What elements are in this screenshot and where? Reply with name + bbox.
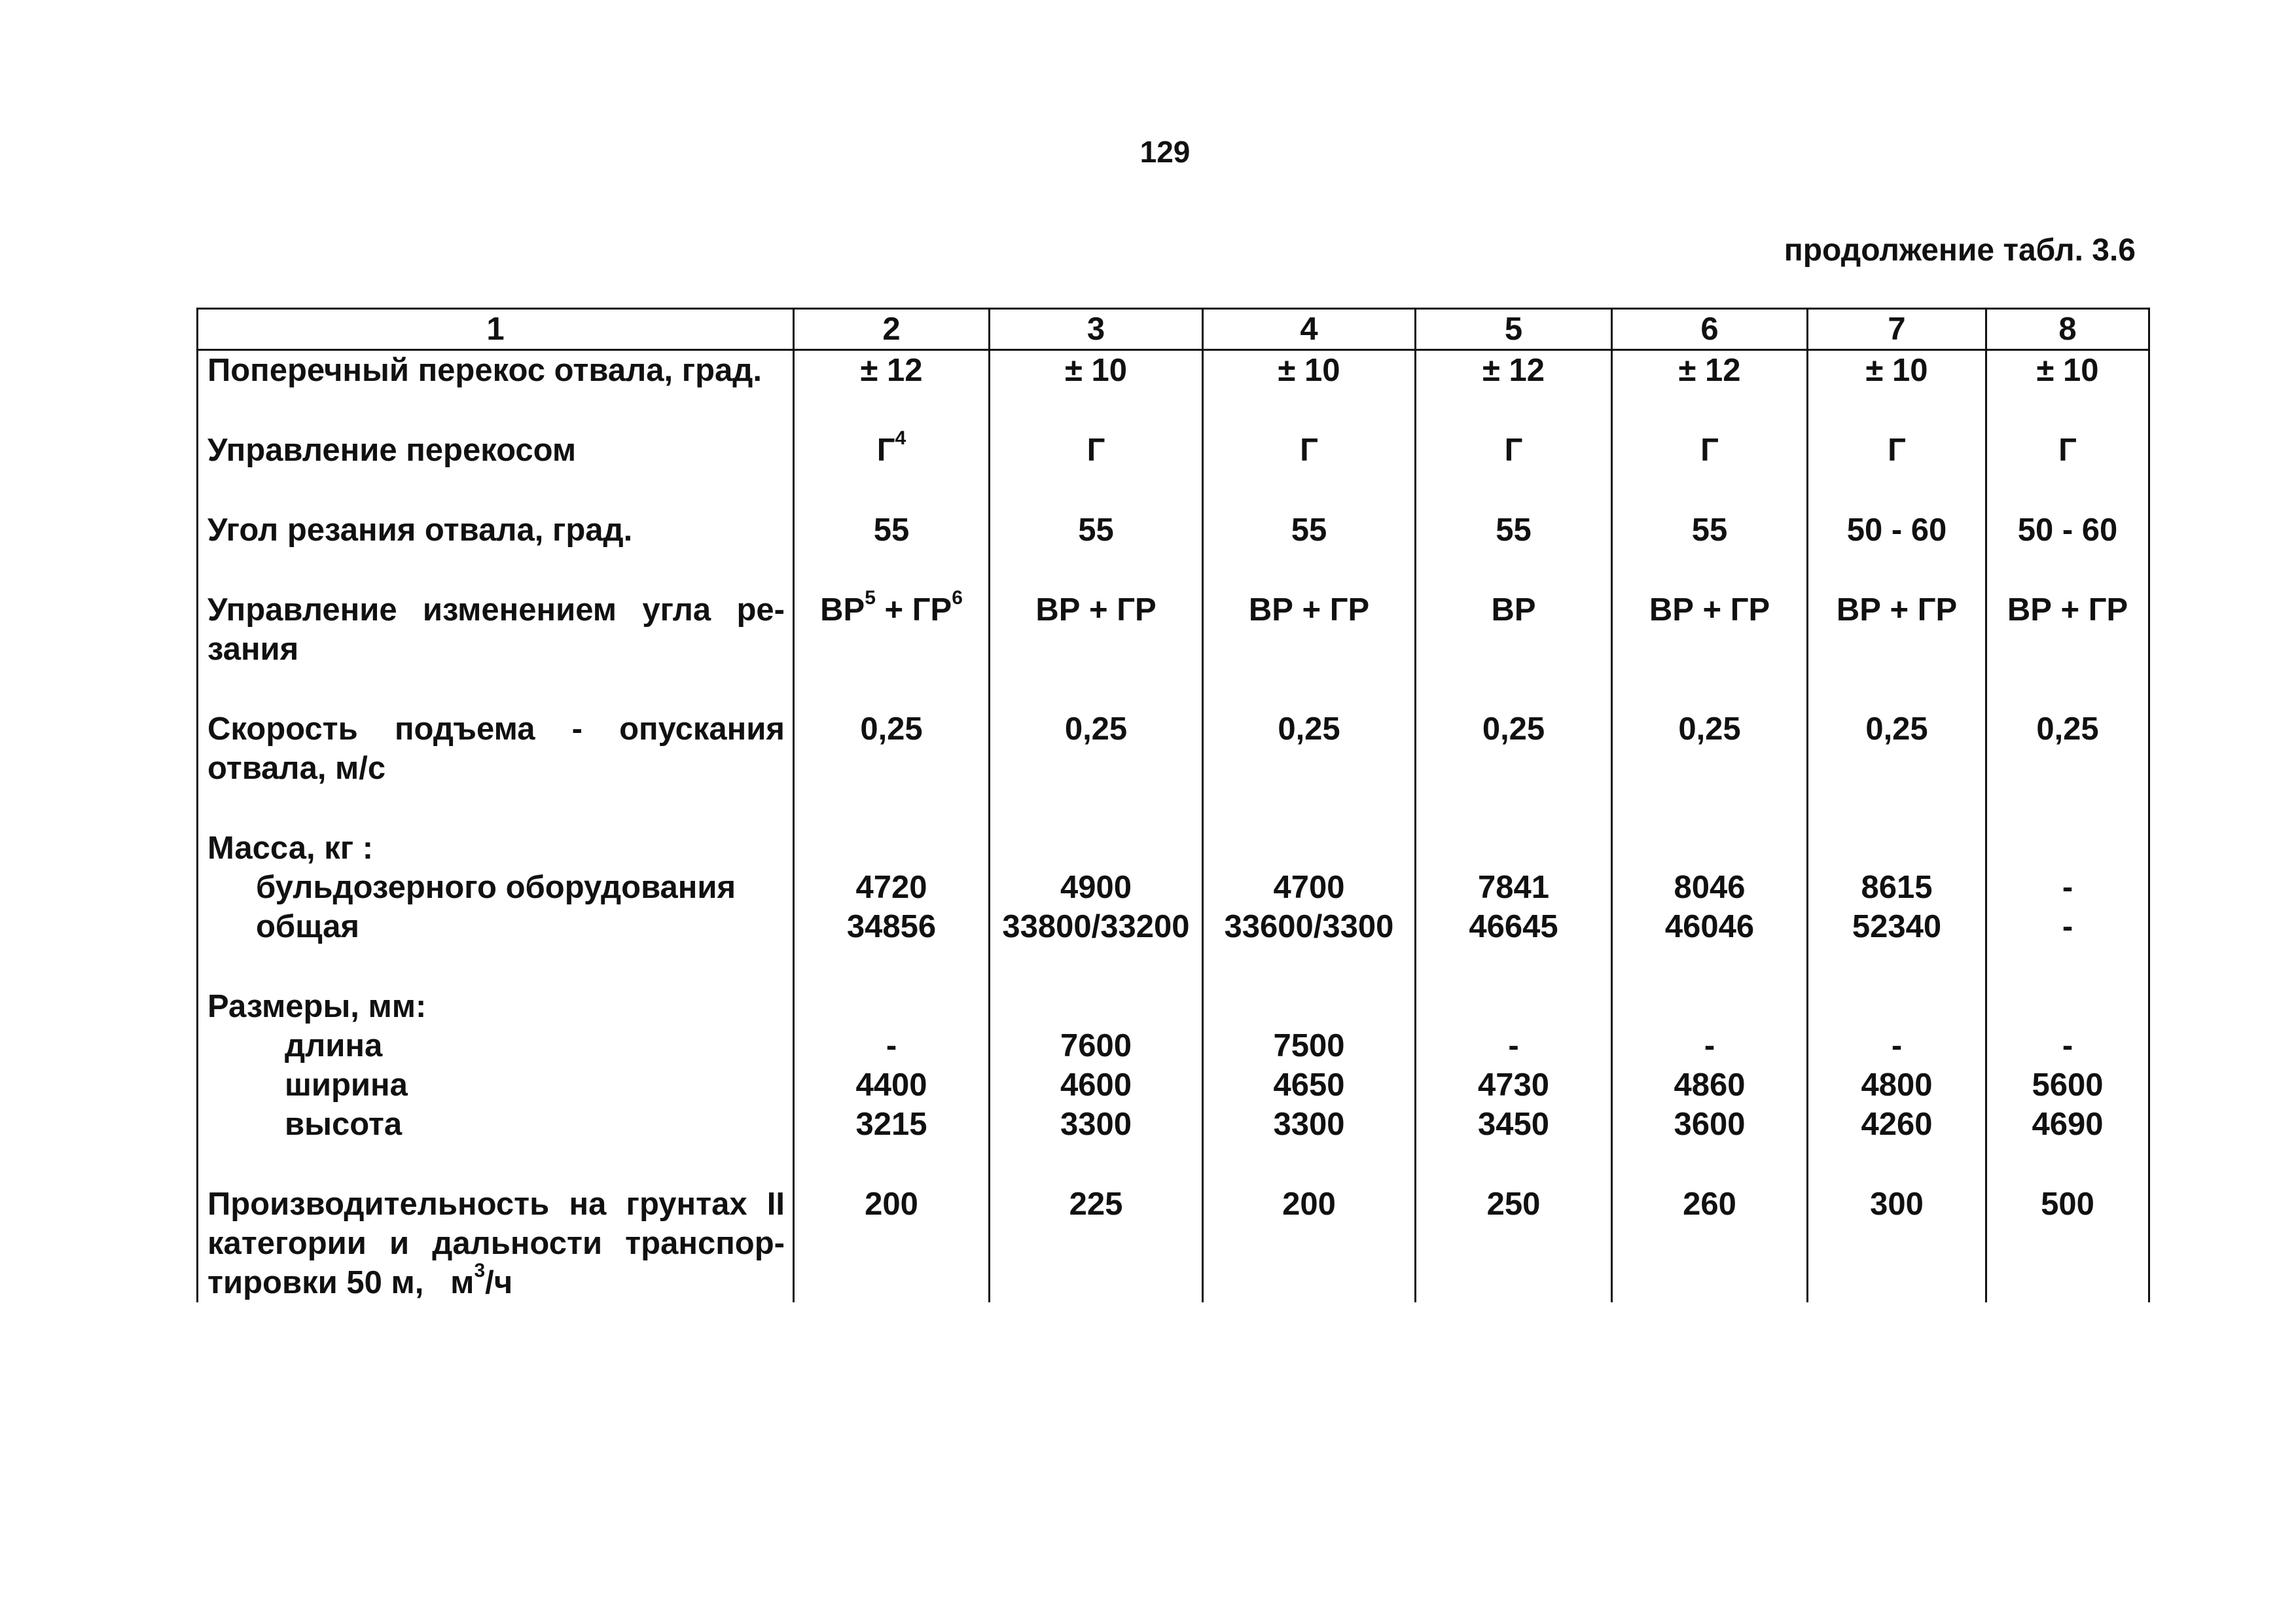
table-cell: 0,25	[990, 709, 1203, 829]
table-cell: $ВР^5 + ГР^6$	[794, 590, 990, 709]
table-cell: 225	[990, 1185, 1203, 1302]
column-header: 1	[198, 309, 794, 350]
table-cell: ± 12	[794, 350, 990, 431]
table-cell: ВР + ГР	[1808, 590, 1986, 709]
column-header: 3	[990, 309, 1203, 350]
table-cell: ВР + ГР	[1612, 590, 1808, 709]
row-label: Управление изменением угла ре- зания	[198, 590, 794, 709]
table-row-tilt-control	[198, 431, 2149, 510]
table-row-productivity	[198, 1185, 2149, 1302]
table-row-tilt	[198, 350, 2149, 431]
table-cell: - 4400 3215	[794, 987, 990, 1185]
column-header: 7	[1808, 309, 1986, 350]
table-cell: 0,25	[794, 709, 990, 829]
table-cell: 250	[1416, 1185, 1612, 1302]
table-cell: Г	[1986, 431, 2149, 510]
table-cell: 50 - 60	[1986, 510, 2149, 590]
table-cell: ± 10	[1986, 350, 2149, 431]
row-label: Скорость подъема - опускания отвала, м/с	[198, 709, 794, 829]
page-number: 129	[1139, 135, 1191, 169]
table-cell: 4720 34856	[794, 829, 990, 987]
table-cell: 0,25	[1416, 709, 1612, 829]
table-cell: Г	[1808, 431, 1986, 510]
table-cell: ± 12	[1612, 350, 1808, 431]
table-cell: 200	[1203, 1185, 1416, 1302]
table-cell: 200	[794, 1185, 990, 1302]
table-cell: 55	[1416, 510, 1612, 590]
table-cell: 8615 52340	[1808, 829, 1986, 987]
table-cell: 7841 46645	[1416, 829, 1612, 987]
column-header: 8	[1986, 309, 2149, 350]
table-cell: 7600 4600 3300	[990, 987, 1203, 1185]
table-cell: 0,25	[1986, 709, 2149, 829]
table-cell: ± 12	[1416, 350, 1612, 431]
table-continuation-caption: продолжение табл. 3.6	[1784, 233, 2136, 268]
table-cell: 55	[990, 510, 1203, 590]
row-label: Производительность на грунтах II категории и дальности транспор- тировки 50 м, $м^3/ч$	[198, 1185, 794, 1302]
table-cell: Г	[990, 431, 1203, 510]
table-cell: 4900 33800/33200	[990, 829, 1203, 987]
table-cell: ± 10	[1808, 350, 1986, 431]
table-cell: 300	[1808, 1185, 1986, 1302]
row-label: Управление перекосом	[198, 431, 794, 510]
table-cell: ± 10	[1203, 350, 1416, 431]
table-cell: 50 - 60	[1808, 510, 1986, 590]
table-row-angle-control	[198, 590, 2149, 709]
table-cell: ВР + ГР	[1203, 590, 1416, 709]
table-cell: - 5600 4690	[1986, 987, 2149, 1185]
row-label: Масса, кг : бульдозерного оборудования общая	[198, 829, 794, 987]
table-cell: - 4730 3450	[1416, 987, 1612, 1185]
table-cell: 55	[1203, 510, 1416, 590]
column-header: 6	[1612, 309, 1808, 350]
table-cell: ± 10	[990, 350, 1203, 431]
table-cell: 260	[1612, 1185, 1808, 1302]
table-cell: 0,25	[1203, 709, 1416, 829]
table-cell: ВР + ГР	[990, 590, 1203, 709]
column-header-row	[198, 309, 2149, 350]
table-cell: 55	[1612, 510, 1808, 590]
row-label: Поперечный перекос отвала, град.	[198, 350, 794, 431]
column-header: 5	[1416, 309, 1612, 350]
row-label: Размеры, мм: длина ширина высота	[198, 987, 794, 1185]
table-cell: 8046 46046	[1612, 829, 1808, 987]
table-cell: - 4800 4260	[1808, 987, 1986, 1185]
row-label: Угол резания отвала, град.	[198, 510, 794, 590]
table-cell: $Г^4$	[794, 431, 990, 510]
specification-table	[196, 308, 2150, 1302]
table-cell: 0,25	[1808, 709, 1986, 829]
table-row-mass	[198, 829, 2149, 987]
table-cell: Г	[1612, 431, 1808, 510]
table-cell: Г	[1416, 431, 1612, 510]
table-cell: 500	[1986, 1185, 2149, 1302]
table-row-dimensions	[198, 987, 2149, 1185]
table-cell: 55	[794, 510, 990, 590]
table-cell: 7500 4650 3300	[1203, 987, 1416, 1185]
column-header: 4	[1203, 309, 1416, 350]
table-cell: Г	[1203, 431, 1416, 510]
table-cell: ВР + ГР	[1986, 590, 2149, 709]
table-row-lift-speed	[198, 709, 2149, 829]
table-cell: 4700 33600/3300	[1203, 829, 1416, 987]
table-cell: 0,25	[1612, 709, 1808, 829]
table-cell: - 4860 3600	[1612, 987, 1808, 1185]
table-cell: - -	[1986, 829, 2149, 987]
column-header: 2	[794, 309, 990, 350]
table-cell: ВР	[1416, 590, 1612, 709]
table-row-cut-angle	[198, 510, 2149, 590]
